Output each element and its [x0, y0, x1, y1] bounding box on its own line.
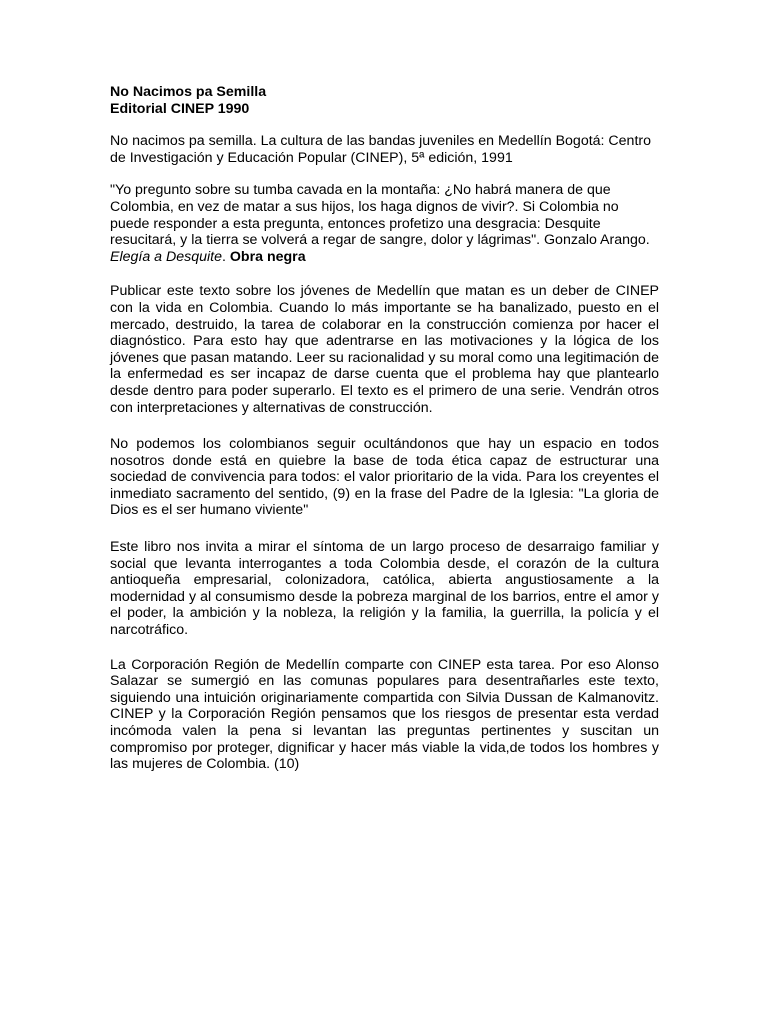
epigraph-paragraph [110, 182, 659, 265]
epigraph-separator: . [222, 248, 230, 265]
citation-paragraph: No nacimos pa semilla. La cultura de las bandas juveniles en Medellín Bogotá: Centro de Investigación y Educación Popular (CINEP), 5ª edición, 1991 [110, 133, 652, 166]
body-paragraph-1: Publicar este texto sobre los jóvenes de Medellín que matan es un deber de CINEP con la vida en Colombia. Cuando lo más importante se ha banalizado, puesto en el mercado, destruido, la tarea de colaborar en la construcción comienza por hacer el diagnóstico. Para esto hay que adentrarse en las motivaciones y la lógica de los jóvenes que pasan matando. Leer su racionalidad y su moral como una legitimación de la enfermedad es ser incapaz de darse cuenta que el problema hay que plantearlo desde dentro para poder superarlo. El texto es el primero de una serie. Vendrán otros con interpretaciones y alternativas de construcción. [110, 283, 659, 416]
document-publisher: Editorial CINEP 1990 [110, 100, 250, 117]
epigraph-quote: "Yo pregunto sobre su tumba cavada en la montaña: ¿No habrá manera de que Colombia, en vez de matar a sus hijos, los haga dignos de vivir?. Si Colombia no puede responder a esta pregunta, entonces profetizo una desgracia: Desquite resucitará, y la tierra se volverá a regar de sangre, dolor y lágrimas". [110, 182, 619, 249]
document-page [110, 84, 659, 773]
body-paragraph-3: Este libro nos invita a mirar el síntoma de un largo proceso de desarraigo familiar y social que levanta interrogantes a toda Colombia desde, el corazón de la cultura antioqueña empresarial, colonizadora, católica, abierta angustiosamente a la modernidad y al consumismo desde la pobreza marginal de los barrios, entre el amor y el poder, la ambición y la nobleza, la religión y la familia, la guerrilla, la policía y el narcotráfico. [110, 539, 659, 639]
epigraph-author: Gonzalo Arango. [544, 232, 650, 249]
body-paragraph-2: No podemos los colombianos seguir ocultándonos que hay un espacio en todos nosotros donde está en quiebre la base de toda ética capaz de estructurar una sociedad de convivencia para todos: el valor prioritario de la vida. Para los creyentes el inmediato sacramento del sentido, (9) en la frase del Padre de la Iglesia: "La gloria de Dios es el ser humano viviente" [110, 436, 659, 519]
epigraph-work: Elegía a Desquite [110, 248, 222, 265]
document-title: No Nacimos pa Semilla [110, 84, 267, 100]
epigraph-book: Obra negra [229, 248, 306, 265]
body-paragraph-4: La Corporación Región de Medellín comparte con CINEP esta tarea. Por eso Alonso Salazar se sumergió en las comunas populares para desentrañarles este texto, siguiendo una intuición originariamente compartida con Silvia Dussan de Kalmanovitz. CINEP y la Corporación Región pensamos que los riesgos de presentar esta verdad incómoda valen la pena si levantan las preguntas pertinentes y suscitan un compromiso por proteger, dignificar y hacer más viable la vida,de todos los hombres y las mujeres de Colombia. (10) [110, 656, 659, 773]
